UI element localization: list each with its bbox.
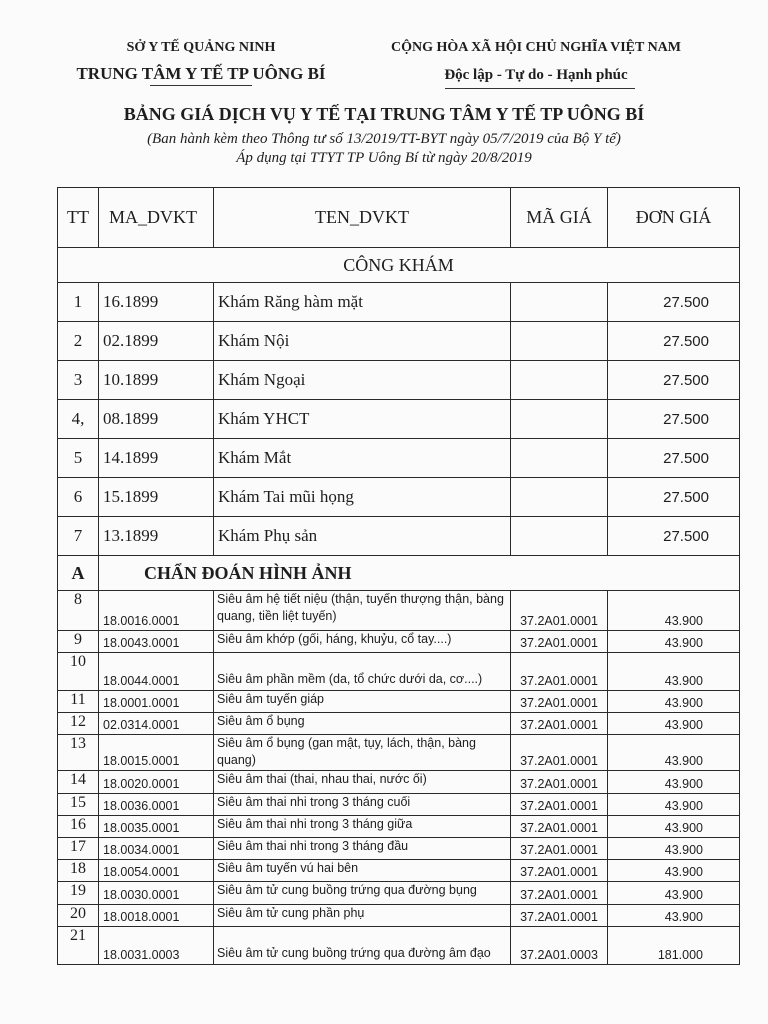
row-magia: 37.2A01.0001	[511, 631, 608, 653]
row-magia	[511, 517, 608, 556]
row-dongia: 27.500	[608, 283, 740, 322]
row-ma: 18.0001.0001	[99, 691, 214, 713]
row-ma: 18.0044.0001	[99, 653, 214, 691]
row-ma: 02.0314.0001	[99, 713, 214, 735]
row-dongia: 43.900	[608, 691, 740, 713]
department-name: SỞ Y TẾ QUẢNG NINH	[126, 40, 276, 55]
row-ma: 16.1899	[99, 283, 214, 322]
row-dongia: 27.500	[608, 439, 740, 478]
row-ma: 02.1899	[99, 322, 214, 361]
row-magia	[511, 361, 608, 400]
document-subtitle-effective: Áp dụng tại TTYT TP Uông Bí từ ngày 20/8/2019	[236, 150, 532, 166]
row-magia: 37.2A01.0001	[511, 653, 608, 691]
row-ten: Siêu âm ổ bụng (gan mật, tụy, lách, thận, bàng quang)	[214, 735, 511, 771]
table-row	[58, 860, 740, 882]
row-tt: 18	[58, 860, 99, 882]
header-ma-dvkt: MA_DVKT	[99, 188, 214, 248]
row-magia	[511, 400, 608, 439]
table-row	[58, 478, 740, 517]
table-row	[58, 816, 740, 838]
row-dongia: 43.900	[608, 653, 740, 691]
row-magia: 37.2A01.0001	[511, 794, 608, 816]
row-ten: Khám YHCT	[214, 400, 511, 439]
row-dongia: 27.500	[608, 478, 740, 517]
row-magia: 37.2A01.0001	[511, 816, 608, 838]
section-label: CÔNG KHÁM	[58, 248, 740, 283]
header-don-gia: ĐƠN GIÁ	[608, 188, 740, 248]
row-dongia: 43.900	[608, 771, 740, 794]
row-tt: 11	[58, 691, 99, 713]
row-ma: 18.0035.0001	[99, 816, 214, 838]
table-row	[58, 838, 740, 860]
table-row	[58, 905, 740, 927]
row-magia: 37.2A01.0001	[511, 905, 608, 927]
row-magia	[511, 283, 608, 322]
row-tt: 6	[58, 478, 99, 517]
row-tt: 21	[58, 927, 99, 965]
section-row-cdha	[58, 556, 740, 591]
row-tt: 3	[58, 361, 99, 400]
row-dongia: 43.900	[608, 838, 740, 860]
row-ten: Siêu âm thai (thai, nhau thai, nước ối)	[214, 771, 511, 794]
row-tt: 8	[58, 591, 99, 631]
row-tt: 10	[58, 653, 99, 691]
row-ma: 18.0020.0001	[99, 771, 214, 794]
row-magia	[511, 322, 608, 361]
row-magia: 37.2A01.0001	[511, 735, 608, 771]
row-dongia: 27.500	[608, 322, 740, 361]
row-ma: 10.1899	[99, 361, 214, 400]
row-ten: Siêu âm ổ bụng	[214, 713, 511, 735]
row-ten: Siêu âm tuyến giáp	[214, 691, 511, 713]
table-header-row	[58, 188, 740, 248]
row-ten: Siêu âm tuyến vú hai bên	[214, 860, 511, 882]
row-dongia: 43.900	[608, 713, 740, 735]
row-tt: 7	[58, 517, 99, 556]
row-ma: 18.0036.0001	[99, 794, 214, 816]
row-ten: Khám Ngoại	[214, 361, 511, 400]
row-dongia: 43.900	[608, 882, 740, 905]
row-ma: 18.0015.0001	[99, 735, 214, 771]
table-row	[58, 735, 740, 771]
row-tt: 5	[58, 439, 99, 478]
table-row	[58, 653, 740, 691]
row-dongia: 27.500	[608, 361, 740, 400]
row-ma: 13.1899	[99, 517, 214, 556]
row-ma: 18.0031.0003	[99, 927, 214, 965]
row-magia: 37.2A01.0001	[511, 771, 608, 794]
row-ma: 18.0018.0001	[99, 905, 214, 927]
row-dongia: 43.900	[608, 860, 740, 882]
row-ten: Khám Răng hàm mặt	[214, 283, 511, 322]
row-ten: Siêu âm hệ tiết niệu (thận, tuyến thượng thận, bàng quang, tiền liệt tuyến)	[214, 591, 511, 631]
table-row	[58, 283, 740, 322]
row-ma: 18.0030.0001	[99, 882, 214, 905]
row-ten: Khám Tai mũi họng	[214, 478, 511, 517]
section-row-kham	[58, 248, 740, 283]
center-name: TRUNG TÂM Y TẾ TP UÔNG BÍ	[76, 64, 326, 83]
row-tt: 1	[58, 283, 99, 322]
header-ten-dvkt: TEN_DVKT	[214, 188, 511, 248]
row-ten: Khám Nội	[214, 322, 511, 361]
row-ma: 08.1899	[99, 400, 214, 439]
row-ten: Siêu âm thai nhi trong 3 tháng đầu	[214, 838, 511, 860]
row-ma: 18.0043.0001	[99, 631, 214, 653]
row-tt: 16	[58, 816, 99, 838]
row-ten: Siêu âm tử cung buồng trứng qua đường âm đạo	[214, 927, 511, 965]
row-tt: 9	[58, 631, 99, 653]
row-magia: 37.2A01.0001	[511, 591, 608, 631]
row-tt: 13	[58, 735, 99, 771]
row-magia	[511, 478, 608, 517]
row-dongia: 27.500	[608, 517, 740, 556]
row-dongia: 43.900	[608, 794, 740, 816]
row-ma: 14.1899	[99, 439, 214, 478]
document-title: BẢNG GIÁ DỊCH VỤ Y TẾ TẠI TRUNG TÂM Y TẾ TP UÔNG BÍ	[123, 104, 645, 124]
table-row	[58, 771, 740, 794]
table-row	[58, 591, 740, 631]
row-magia	[511, 439, 608, 478]
row-magia: 37.2A01.0001	[511, 713, 608, 735]
motto-underline	[445, 88, 635, 89]
row-ten: Siêu âm thai nhi trong 3 tháng giữa	[214, 816, 511, 838]
row-tt: 19	[58, 882, 99, 905]
document-subtitle-decree: (Ban hành kèm theo Thông tư số 13/2019/TT-BYT ngày 05/7/2019 của Bộ Y tế)	[147, 131, 621, 147]
row-ma: 18.0054.0001	[99, 860, 214, 882]
row-dongia: 43.900	[608, 816, 740, 838]
row-ten: Siêu âm tử cung buồng trứng qua đường bụng	[214, 882, 511, 905]
row-ten: Khám Mắt	[214, 439, 511, 478]
row-ten: Siêu âm tử cung phần phụ	[214, 905, 511, 927]
table-row	[58, 400, 740, 439]
row-tt: 4,	[58, 400, 99, 439]
row-magia: 37.2A01.0001	[511, 860, 608, 882]
table-row	[58, 882, 740, 905]
row-magia: 37.2A01.0001	[511, 691, 608, 713]
header-ma-gia: MÃ GIÁ	[511, 188, 608, 248]
row-ten: Khám Phụ sản	[214, 517, 511, 556]
row-ma: 18.0034.0001	[99, 838, 214, 860]
table-row	[58, 691, 740, 713]
section-label: CHẨN ĐOÁN HÌNH ẢNH	[99, 556, 740, 591]
row-magia: 37.2A01.0001	[511, 882, 608, 905]
row-dongia: 43.900	[608, 735, 740, 771]
table-row	[58, 361, 740, 400]
row-magia: 37.2A01.0001	[511, 838, 608, 860]
row-tt: 14	[58, 771, 99, 794]
row-tt: 12	[58, 713, 99, 735]
center-underline	[150, 85, 252, 86]
table-row	[58, 927, 740, 965]
row-dongia: 43.900	[608, 631, 740, 653]
table-row	[58, 631, 740, 653]
row-tt: 15	[58, 794, 99, 816]
row-ten: Siêu âm khớp (gối, háng, khuỷu, cổ tay....)	[214, 631, 511, 653]
national-title: CỘNG HÒA XÃ HỘI CHỦ NGHĨA VIỆT NAM	[390, 40, 681, 55]
row-tt: 20	[58, 905, 99, 927]
header-tt: TT	[58, 188, 99, 248]
national-motto: Độc lập - Tự do - Hạnh phúc	[444, 67, 628, 83]
table-row	[58, 794, 740, 816]
row-tt: 2	[58, 322, 99, 361]
row-dongia: 27.500	[608, 400, 740, 439]
table-row	[58, 517, 740, 556]
row-ma: 18.0016.0001	[99, 591, 214, 631]
row-magia: 37.2A01.0003	[511, 927, 608, 965]
price-table	[57, 187, 740, 965]
section-letter: A	[58, 556, 99, 591]
table-row	[58, 322, 740, 361]
row-ten: Siêu âm phần mềm (da, tổ chức dưới da, cơ....)	[214, 653, 511, 691]
table-row	[58, 713, 740, 735]
row-tt: 17	[58, 838, 99, 860]
row-dongia: 43.900	[608, 905, 740, 927]
row-dongia: 43.900	[608, 591, 740, 631]
row-ma: 15.1899	[99, 478, 214, 517]
table-row	[58, 439, 740, 478]
row-ten: Siêu âm thai nhi trong 3 tháng cuối	[214, 794, 511, 816]
row-dongia: 181.000	[608, 927, 740, 965]
